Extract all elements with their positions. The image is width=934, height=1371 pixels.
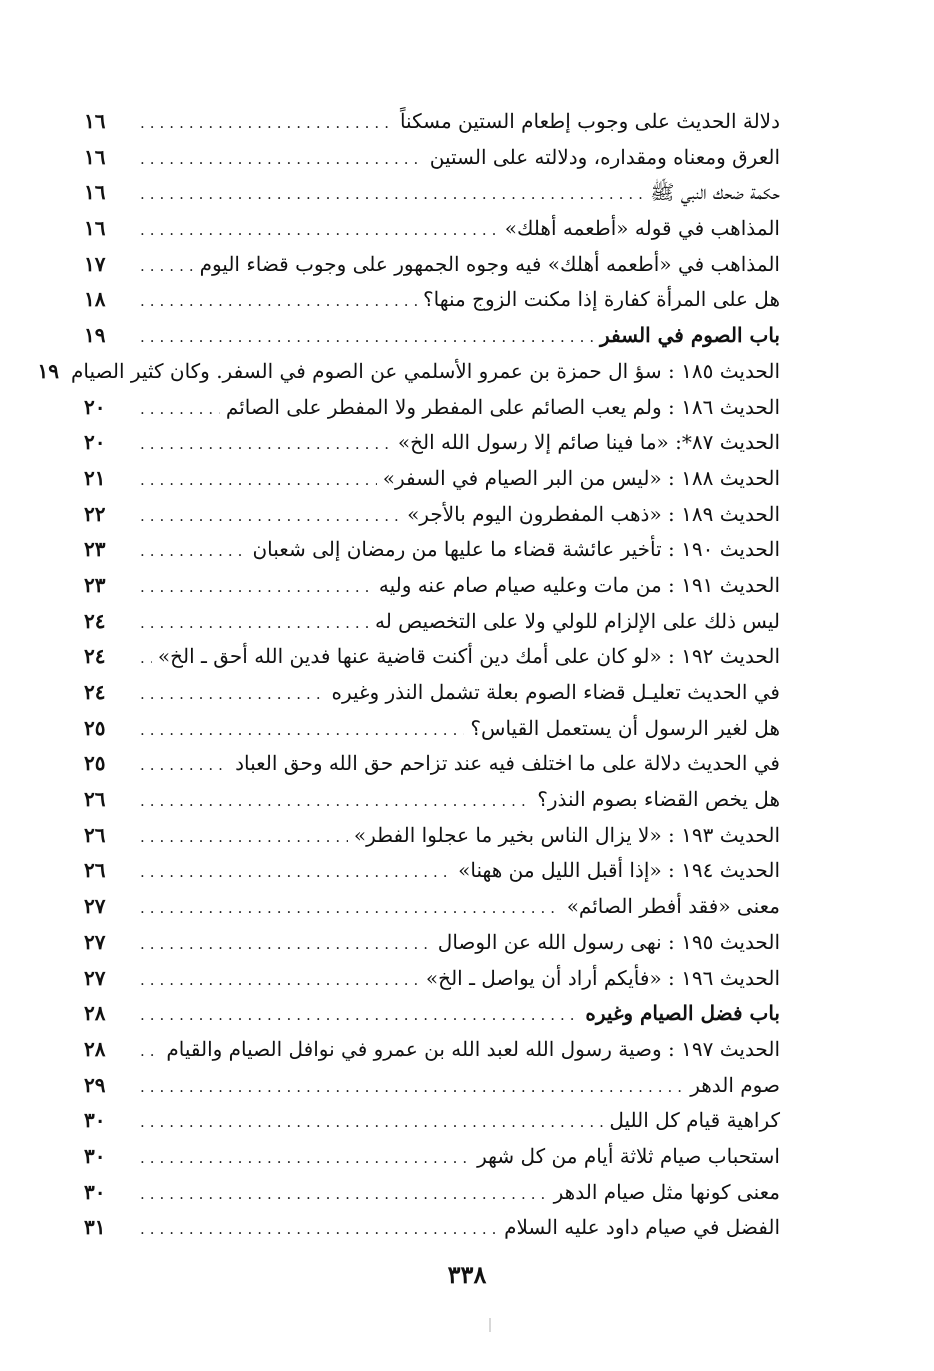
- dot-leader: [140, 677, 325, 713]
- toc-entry-title: الحديث ١٩٢ : «لو كان على أمك دين أكنت قاضية عنها فدين الله أحق ـ الخ»: [157, 644, 780, 669]
- dot-leader: [140, 499, 401, 535]
- toc-entry: [84, 675, 780, 711]
- dot-leader: [140, 1034, 160, 1070]
- toc-entry-title: المذاهب في قوله «أطعمه أهلك»: [504, 216, 780, 241]
- toc-entry: [84, 853, 780, 889]
- toc-entry-title: هل لغير الرسول أن يستعمل القياس؟: [470, 715, 780, 740]
- toc-entry-title: العرق ومعناه ومقداره، ودلالته على الستين: [429, 144, 780, 169]
- toc-entry-title: الحديث ١٩٧ : وصية رسول الله لعبد الله بن عمرو في نوافل الصيام والقيام: [166, 1036, 780, 1061]
- toc-entry: [84, 497, 780, 533]
- dot-leader: [140, 963, 420, 999]
- toc-entry: [84, 390, 780, 426]
- toc-entry-page-number: ٢٥: [84, 715, 106, 740]
- toc-entry-title: الحديث ٨٧*: «ما فينا صائم إلا رسول الله الخ»: [397, 430, 780, 455]
- toc-entry: [84, 247, 780, 283]
- toc-entry-page-number: ٢٤: [84, 680, 106, 704]
- toc-entry-title: الحديث ١٩٥ : نهى رسول الله عن الوصال: [437, 929, 780, 954]
- toc-entry: [84, 282, 780, 318]
- toc-entry-title: المذاهب في «أطعمه أهلك» فيه وجوه الجمهور على وجوب قضاء اليوم: [199, 251, 780, 276]
- dot-leader: [140, 998, 579, 1034]
- toc-entry-title: هل يخص القضاء بصوم النذر؟: [537, 787, 780, 812]
- toc-entry: [84, 604, 780, 640]
- toc-entry-title: في الحديث دلالة على ما اختلف فيه عند تزاحم حق الله وحق العباد: [235, 751, 780, 776]
- toc-entry-page-number: ٢٧: [84, 929, 106, 954]
- toc-entry-page-number: ٢٠: [84, 394, 106, 419]
- toc-entry-title: الحديث ١٨٩ : «ذهب المفطرون اليوم بالأجر»: [407, 501, 780, 526]
- toc-entry-page-number: ٢١: [84, 465, 106, 490]
- dot-leader: [140, 427, 392, 463]
- dot-leader: [140, 606, 369, 642]
- dot-leader: [140, 927, 432, 963]
- toc-entry-page-number: ١٩: [84, 323, 106, 348]
- toc-entry-page-number: ١٧: [84, 251, 106, 276]
- dot-leader: [140, 1141, 471, 1177]
- toc-entry: [84, 639, 780, 675]
- toc-entry-page-number: ٢٧: [84, 894, 106, 919]
- table-of-contents: [37, 104, 780, 1246]
- toc-entry: [84, 461, 780, 497]
- dot-leader: [140, 1070, 684, 1106]
- dot-leader: [140, 213, 499, 249]
- toc-entry: [84, 818, 780, 854]
- dot-leader: [140, 784, 531, 820]
- toc-entry-page-number: ٢٦: [84, 822, 106, 847]
- toc-entry: [84, 961, 780, 997]
- dot-leader: [140, 142, 424, 178]
- dot-leader: [140, 891, 561, 927]
- dot-leader: [140, 392, 220, 428]
- toc-entry-title: معنى «فقد أفطر الصائم»: [566, 894, 780, 919]
- toc-entry-page-number: ١٩: [37, 358, 60, 383]
- toc-entry-title: حكمة ضحك النبي ﷺ: [650, 180, 780, 205]
- toc-entry-page-number: ٢٠: [84, 430, 106, 455]
- toc-entry: [84, 140, 780, 176]
- toc-entry: [84, 425, 780, 461]
- toc-entry-page-number: ١٨: [84, 287, 106, 312]
- dot-leader: [140, 570, 373, 606]
- toc-entry: [84, 889, 780, 925]
- toc-entry-page-number: ٣١: [84, 1215, 106, 1240]
- toc-entry: [84, 1032, 780, 1068]
- toc-entry-title: في الحديث تعليـل قضاء الصوم بعلة تشمل النذر وغيره: [331, 680, 780, 704]
- toc-entry-page-number: ٣٠: [84, 1108, 106, 1133]
- toc-entry-title: هل على المرأة كفارة إذا مكنت الزوج منها؟: [423, 287, 780, 312]
- toc-entry-page-number: ٢٦: [84, 787, 106, 812]
- dot-leader: [140, 177, 644, 213]
- toc-entry-page-number: ٢٨: [84, 1036, 106, 1061]
- toc-entry: [84, 175, 780, 211]
- dot-leader: [140, 1105, 603, 1141]
- toc-entry: [84, 746, 780, 782]
- toc-entry: [84, 925, 780, 961]
- toc-entry-page-number: ٢٦: [84, 858, 106, 883]
- toc-entry-page-number: ٢٤: [84, 644, 106, 669]
- toc-entry-page-number: ٢٥: [84, 751, 106, 776]
- toc-entry-title: الحديث ١٨٨ : «ليس من البر الصيام في السفر»: [382, 465, 780, 490]
- toc-entry-title: استحباب صيام ثلاثة أيام من كل شهر: [477, 1143, 780, 1168]
- toc-entry: [84, 1210, 780, 1246]
- dot-leader: [140, 1212, 498, 1248]
- dot-leader: [140, 320, 594, 356]
- toc-entry: [84, 711, 780, 747]
- toc-entry-page-number: ٢٣: [84, 537, 106, 562]
- toc-entry: [84, 1103, 780, 1139]
- toc-entry-title: دلالة الحديث على وجوب إطعام الستين مسكناً: [399, 109, 780, 133]
- toc-entry-title: ليس ذلك على الإلزام للولي ولا على التخصيص له: [375, 608, 780, 633]
- toc-entry-title: الحديث ١٨٦ : ولم يعب الصائم على المفطر ولا المفطر على الصائم: [225, 394, 780, 419]
- toc-entry: [37, 354, 780, 390]
- page-number: ٣٣٨: [447, 1260, 487, 1289]
- toc-entry-title: الحديث ١٩٠ : تأخير عائشة قضاء ما عليها من رمضان إلى شعبان: [252, 537, 780, 562]
- toc-entry: [84, 211, 780, 247]
- toc-entry-title: الحديث ١٩٦ : «فأيكم أراد أن يواصل ـ الخ»: [425, 965, 780, 990]
- toc-section-heading: باب الصوم في السفر: [600, 323, 780, 348]
- toc-entry-page-number: ٢٧: [84, 965, 106, 990]
- toc-entry-page-number: ١٦: [84, 180, 106, 205]
- toc-entry-page-number: ٢٢: [84, 501, 106, 526]
- dot-leader: [140, 1177, 548, 1213]
- toc-entry-title: كراهية قيام كل الليل: [609, 1108, 780, 1133]
- toc-entry-page-number: ٢٩: [84, 1072, 106, 1097]
- dot-leader: [140, 855, 452, 891]
- dot-leader: [140, 249, 194, 285]
- toc-entry: [84, 1175, 780, 1211]
- toc-entry-page-number: ٣٠: [84, 1179, 106, 1204]
- toc-entry-title: معنى كونها مثل صيام الدهر: [553, 1179, 780, 1204]
- toc-entry-page-number: ٣٠: [84, 1143, 106, 1168]
- toc-entry: [84, 782, 780, 818]
- toc-entry-title: الحديث ١٨٥ : سؤ ال حمزة بن عمرو الأسلمي عن الصوم في السفر. وكان كثير الصيام: [71, 358, 780, 383]
- toc-entry-page-number: ١٦: [84, 216, 106, 241]
- toc-entry-title: الحديث ١٩٣ : «لا يزال الناس بخير ما عجلوا الفطر»: [353, 822, 780, 847]
- dot-leader: [140, 713, 464, 749]
- toc-section-heading: باب فضل الصيام وغيره: [585, 1001, 780, 1026]
- toc-entry: [84, 1068, 780, 1104]
- dot-leader: [140, 820, 348, 856]
- toc-entry-page-number: ٢٤: [84, 608, 106, 633]
- toc-entry: [84, 532, 780, 568]
- toc-entry-title: صوم الدهر: [690, 1072, 780, 1097]
- toc-entry-page-number: ١٦: [84, 109, 106, 133]
- toc-entry-page-number: ١٦: [84, 144, 106, 169]
- toc-entry-title: الفضل في صيام داود عليه السلام: [504, 1215, 780, 1240]
- toc-entry: [84, 318, 780, 354]
- dot-leader: [140, 748, 229, 784]
- toc-entry-page-number: ٢٣: [84, 572, 106, 597]
- dot-leader: [140, 284, 417, 320]
- toc-entry-page-number: ٢٨: [84, 1001, 106, 1026]
- toc-entry: [84, 996, 780, 1032]
- dot-leader: [140, 641, 152, 677]
- margin-mark: [489, 1318, 491, 1332]
- dot-leader: [140, 106, 394, 142]
- dot-leader: [140, 463, 377, 499]
- toc-entry-title: الحديث ١٩٤ : «إذا أقبل الليل من ههنا»: [458, 858, 780, 883]
- toc-entry: [84, 104, 780, 140]
- toc-entry-title: الحديث ١٩١ : من مات وعليه صيام صام عنه وليه: [378, 572, 780, 597]
- dot-leader: [140, 534, 246, 570]
- toc-entry: [84, 1139, 780, 1175]
- toc-entry: [84, 568, 780, 604]
